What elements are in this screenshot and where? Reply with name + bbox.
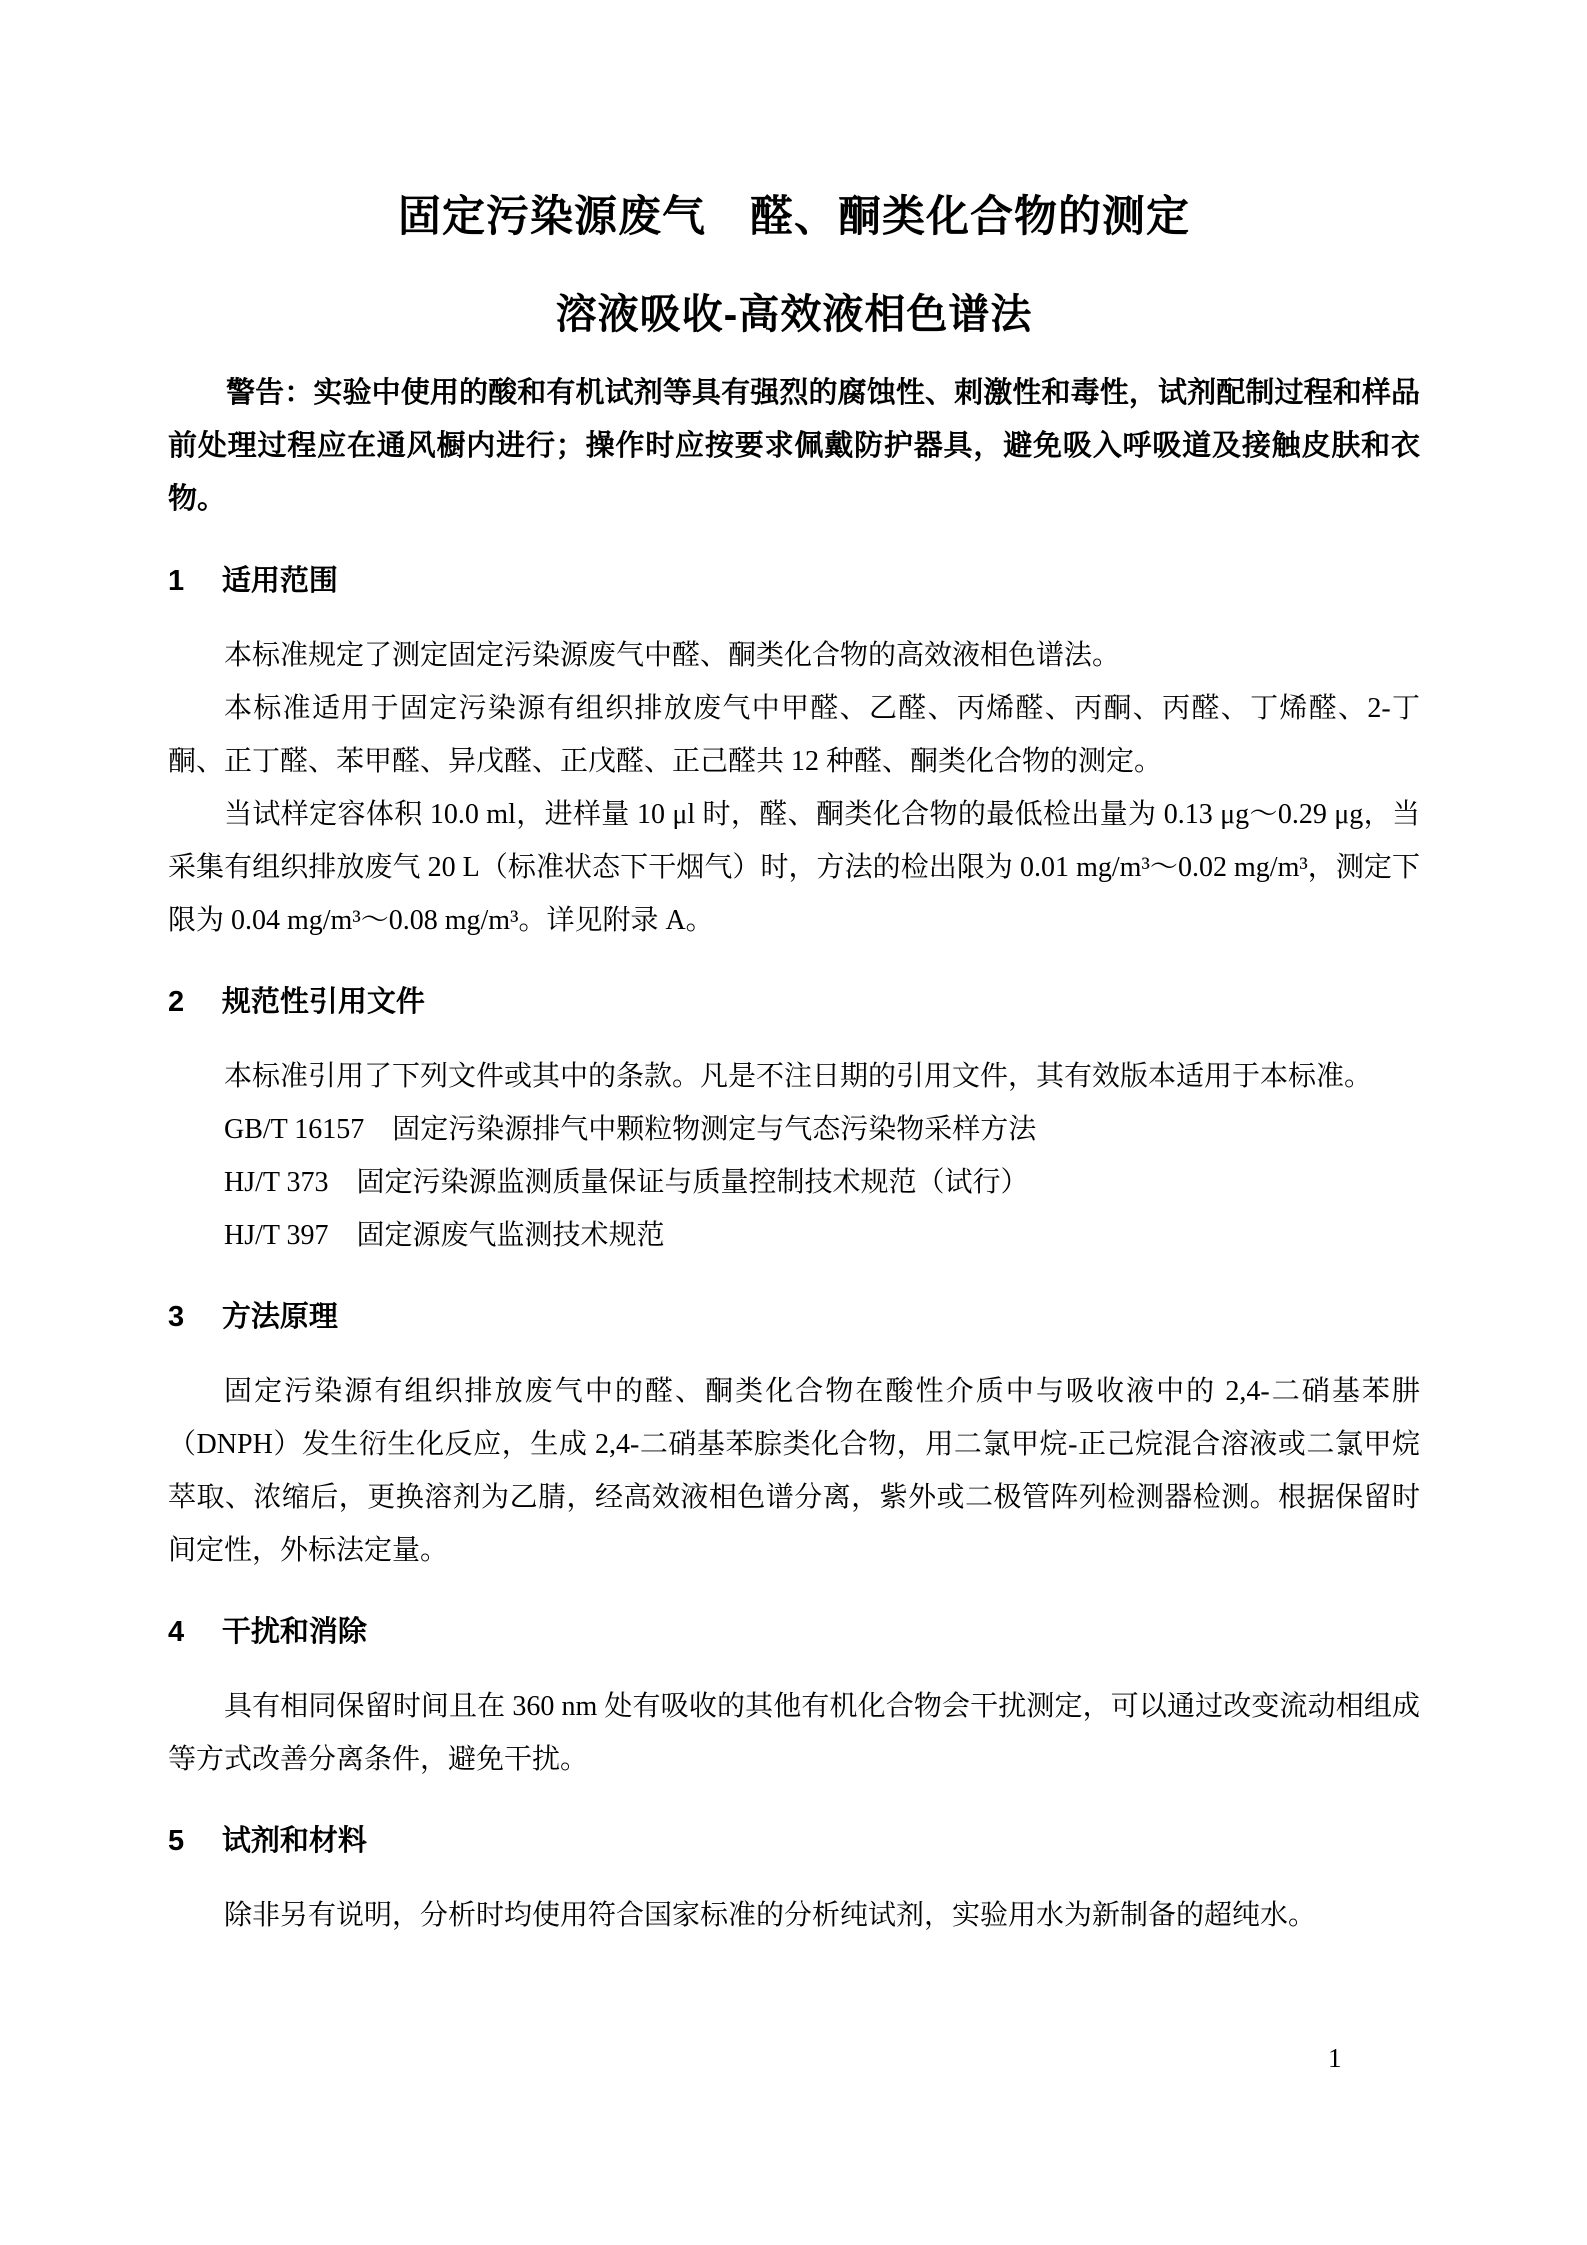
section-number: 3 (168, 1300, 185, 1333)
section-heading-scope (168, 564, 1420, 599)
section-heading-interference-elimination (168, 1615, 1420, 1650)
document-page (168, 0, 1420, 1942)
reference-item: GB/T 16157 固定污染源排气中颗粒物测定与气态污染物采样方法 (224, 1113, 1037, 1145)
paragraph: 除非另有说明，分析时均使用符合国家标准的分析纯试剂，实验用水为新制备的超纯水。 (224, 1899, 1317, 1931)
paragraph: 固定污染源有组织排放废气中的醛、酮类化合物在酸性介质中与吸收液中的 2,4-二硝基苯肼（DNPH）发生衍生化反应，生成 2,4-二硝基苯腙类化合物，用二氯甲烷-正己烷混合溶液或二氯甲烷萃取、浓缩后，更换溶剂为乙腈，经高效液相色谱分离，紫外或二极管阵列检测器检测。根据保留时间定性，外标法定量。 (168, 1375, 1420, 1566)
section-title: 干扰和消除 (221, 1615, 367, 1648)
section-normative-references (168, 985, 1420, 1262)
reference-item: HJ/T 373 固定污染源监测质量保证与质量控制技术规范（试行） (224, 1166, 1029, 1198)
section-title: 方法原理 (221, 1300, 338, 1333)
section-title: 试剂和材料 (221, 1824, 367, 1857)
section-title: 适用范围 (221, 564, 338, 597)
section-number: 4 (168, 1615, 185, 1648)
section-heading-normative-references (168, 985, 1420, 1020)
section-reagents-materials (168, 1824, 1420, 1942)
paragraph: 本标准适用于固定污染源有组织排放废气中甲醛、乙醛、丙烯醛、丙酮、丙醛、丁烯醛、2-丁酮、正丁醛、苯甲醛、异戊醛、正戊醛、正己醛共 12 种醛、酮类化合物的测定。 (168, 692, 1420, 777)
paragraph: 当试样定容体积 10.0 ml，进样量 10 μl 时，醛、酮类化合物的最低检出量为 0.13 μg～0.29 μg，当采集有组织排放废气 20 L（标准状态下干烟气）时，方法的检出限为 0.01 mg/m³～0.02 mg/m³，测定下限为 0.04 mg/m³～0.08 mg/m³。详见附录 A。 (168, 798, 1420, 936)
section-number: 5 (168, 1824, 185, 1857)
document-title: 固定污染源废气 醛、酮类化合物的测定 (398, 193, 1190, 241)
page-number: 1 (1328, 2043, 1342, 2073)
reference-item: HJ/T 397 固定源废气监测技术规范 (224, 1219, 665, 1251)
paragraph: 本标准引用了下列文件或其中的条款。凡是不注日期的引用文件，其有效版本适用于本标准。 (224, 1060, 1373, 1092)
document-subtitle: 溶液吸收-高效液相色谱法 (555, 290, 1033, 337)
warning-paragraph: 警告：实验中使用的酸和有机试剂等具有强烈的腐蚀性、刺激性和毒性，试剂配制过程和样品前处理过程应在通风橱内进行；操作时应按要求佩戴防护器具，避免吸入呼吸道及接触皮肤和衣物。 (168, 376, 1420, 515)
paragraph: 本标准规定了测定固定污染源废气中醛、酮类化合物的高效液相色谱法。 (224, 639, 1121, 671)
section-number: 1 (168, 564, 185, 597)
section-number: 2 (168, 985, 185, 1018)
section-heading-method-principle (168, 1300, 1420, 1335)
section-interference-elimination (168, 1615, 1420, 1786)
section-scope (168, 564, 1420, 947)
section-method-principle (168, 1300, 1420, 1577)
section-title: 规范性引用文件 (221, 985, 425, 1018)
section-heading-reagents-materials (168, 1824, 1420, 1859)
paragraph: 具有相同保留时间且在 360 nm 处有吸收的其他有机化合物会干扰测定，可以通过改变流动相组成等方式改善分离条件，避免干扰。 (168, 1690, 1420, 1775)
